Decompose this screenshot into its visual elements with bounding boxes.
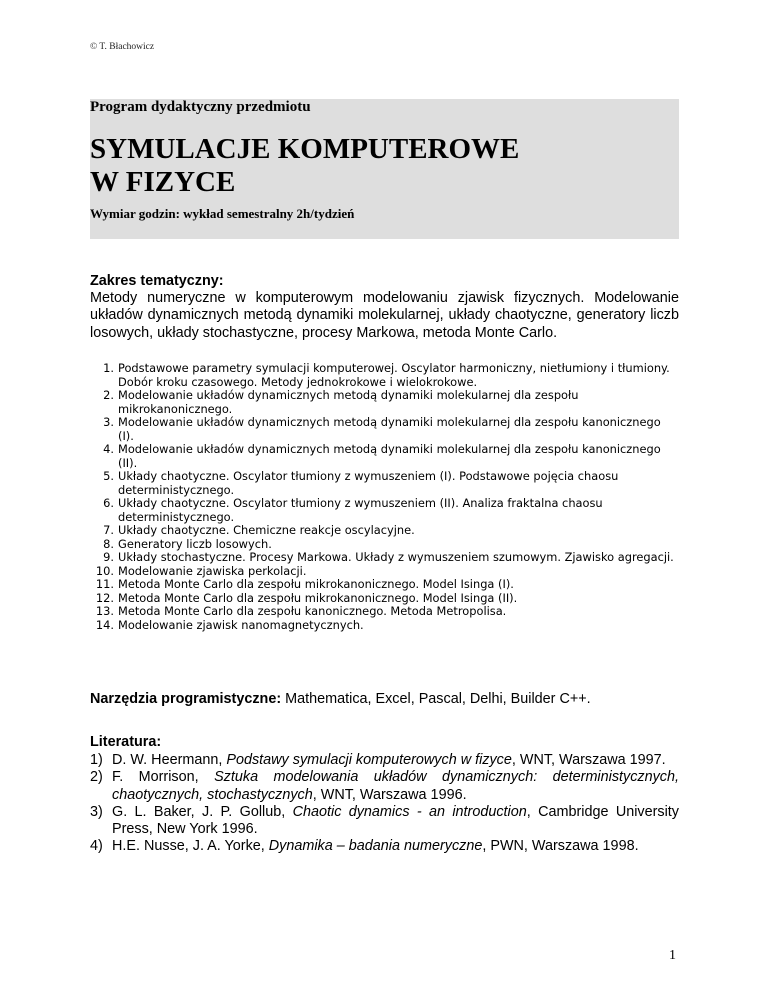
list-item-text: Układy chaotyczne. Oscylator tłumiony z wymuszeniem (II). Analiza fraktalna chaosu deterministycznego. (118, 496, 603, 524)
list-item (90, 524, 679, 538)
list-item (90, 578, 679, 592)
list-item-text: Generatory liczb losowych. (118, 536, 272, 551)
list-item (90, 592, 679, 606)
list-item (90, 565, 679, 579)
list-item-number: 1. (103, 361, 114, 375)
course-program-label: Program dydaktyczny przedmiotu (90, 99, 311, 115)
list-item (90, 752, 679, 769)
list-item-text: Modelowanie układów dynamicznych metodą dynamiki molekularnej dla zespołu kanonicznego (I). (118, 415, 661, 443)
list-item (90, 362, 679, 389)
list-item-number: 3) (90, 803, 103, 820)
list-item-text: Układy chaotyczne. Oscylator tłumiony z wymuszeniem (I). Podstawowe pojęcia chaosu deterministycznego. (118, 469, 619, 497)
list-item-text: Układy stochastyczne. Procesy Markowa. Układy z wymuszeniem szumowym. Zjawisko agregacji. (118, 550, 674, 564)
reference-publisher: , WNT, Warszawa 1997. (511, 752, 666, 768)
topics-list (90, 362, 679, 632)
reference-publisher: , Cambridge University Press, New York 1996. (112, 803, 679, 838)
list-item-number: 2. (103, 388, 114, 402)
list-item-number: 4) (90, 838, 103, 855)
list-item-number: 5. (103, 469, 114, 483)
list-item (90, 551, 679, 565)
reference-authors: D. W. Heermann, (112, 752, 227, 768)
list-item-number: 10. (95, 563, 114, 578)
list-item-number: 6. (103, 496, 114, 510)
list-item-text: Modelowanie zjawiska perkolacji. (118, 563, 307, 578)
reference-authors: H.E. Nusse, J. A. Yorke, (112, 838, 269, 855)
scope-text: Metody numeryczne w komputerowym modelowaniu zjawisk fizycznych. Modelowanie układów dynamicznych metodą dynamiki molekularnej, układy chaotyczne, generatory liczb losowych, układy stochastyczne, procesy Markowa, metoda Monte Carlo. (90, 290, 679, 341)
reference-title: Sztuka modelowania układów dynamicznych: deterministycznych, chaotycznych, stochastycznych (112, 769, 680, 803)
title-box (90, 99, 679, 239)
tools-label: Narzędzia programistyczne: (90, 691, 282, 707)
copyright-notice: © T. Błachowicz (90, 42, 155, 52)
reference-title: Podstawy symulacji komputerowych w fizyce (226, 752, 512, 768)
literature-heading: Literatura: (90, 734, 162, 750)
list-item (90, 804, 679, 839)
list-item (90, 619, 679, 633)
list-item-number: 4. (103, 442, 114, 456)
reference-authors: F. Morrison, (112, 769, 215, 786)
course-title (90, 133, 519, 199)
list-item-number: 11. (95, 577, 114, 591)
course-title-line-2: W FIZYCE (90, 166, 236, 198)
list-item-number: 7. (103, 523, 114, 537)
list-item (90, 605, 679, 619)
page-number: 1 (669, 948, 676, 963)
list-item-text: Modelowanie układów dynamicznych metodą dynamiki molekularnej dla zespołu mikrokanonicznego. (118, 388, 579, 416)
list-item-number: 1) (90, 752, 103, 768)
list-item-text: Układy chaotyczne. Chemiczne reakcje oscylacyjne. (118, 523, 415, 537)
list-item-text: Metoda Monte Carlo dla zespołu mikrokanonicznego. Model Isinga (II). (118, 590, 518, 605)
list-item-text: Metoda Monte Carlo dla zespołu kanonicznego. Metoda Metropolisa. (118, 604, 507, 618)
reference-title: Dynamika – badania numeryczne (268, 838, 483, 855)
list-item (90, 443, 679, 470)
list-item (90, 389, 679, 416)
tools-line (90, 691, 591, 707)
list-item (90, 538, 679, 552)
list-item (90, 470, 679, 497)
list-item-number: 14. (95, 617, 114, 632)
list-item-number: 2) (90, 769, 103, 786)
course-hours: Wymiar godzin: wykład semestralny 2h/tydzień (90, 206, 355, 221)
list-item-number: 3. (103, 415, 114, 429)
list-item (90, 497, 679, 524)
list-item-number: 12. (95, 590, 114, 605)
list-item-text: Metoda Monte Carlo dla zespołu mikrokanonicznego. Model Isinga (I). (118, 577, 514, 591)
list-item (90, 769, 679, 804)
literature-list (90, 752, 679, 856)
course-title-line-1: SYMULACJE KOMPUTEROWE (90, 133, 520, 165)
scope-section (90, 273, 679, 342)
scope-heading: Zakres tematyczny: (90, 273, 224, 289)
reference-authors: G. L. Baker, J. P. Gollub, (112, 803, 293, 820)
reference-publisher: , WNT, Warszawa 1996. (312, 786, 467, 803)
list-item-number: 13. (95, 604, 114, 618)
list-item-number: 9. (103, 550, 114, 564)
reference-publisher: , PWN, Warszawa 1998. (482, 838, 639, 855)
list-item-text: Podstawowe parametry symulacji komputerowej. Oscylator harmoniczny, nietłumiony i tłumiony. Dobór kroku czasowego. Metody jednokrokowe i wielokrokowe. (118, 361, 670, 389)
tools-value: Mathematica, Excel, Pascal, Delhi, Builder C++. (281, 691, 591, 707)
list-item (90, 838, 679, 855)
list-item-number: 8. (103, 536, 114, 551)
list-item-text: Modelowanie zjawisk nanomagnetycznych. (118, 617, 364, 632)
reference-title: Chaotic dynamics - an introduction (292, 803, 527, 820)
list-item (90, 416, 679, 443)
list-item-text: Modelowanie układów dynamicznych metodą dynamiki molekularnej dla zespołu kanonicznego (II). (118, 442, 661, 470)
